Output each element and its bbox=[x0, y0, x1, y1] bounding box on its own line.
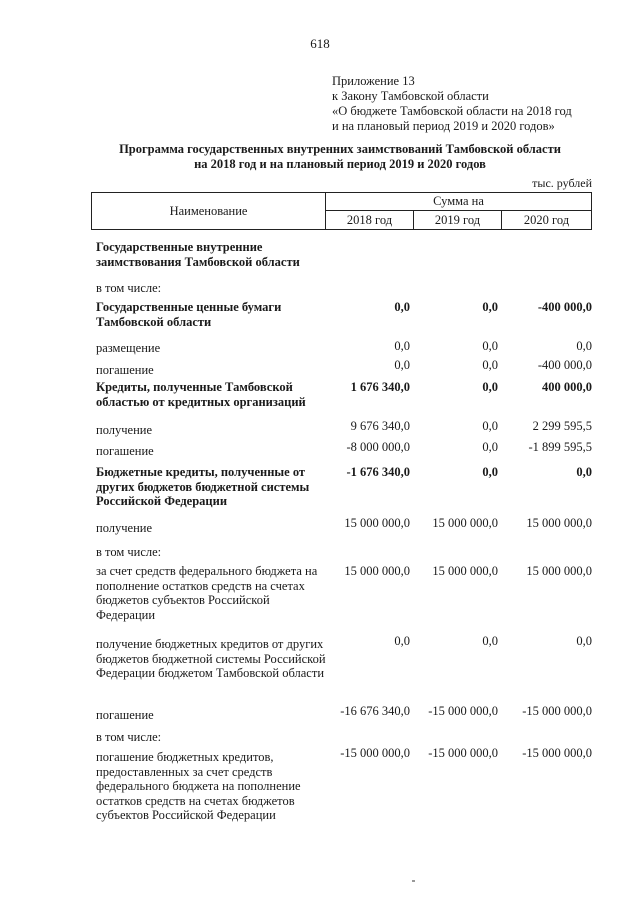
value-2019: 15 000 000,0 bbox=[432, 564, 498, 578]
value-2018: 15 000 000,0 bbox=[344, 516, 410, 530]
value-2019: -15 000 000,0 bbox=[428, 746, 498, 760]
row-name: в том числе: bbox=[96, 281, 162, 295]
row-name: получение bbox=[96, 423, 153, 437]
table-header bbox=[91, 192, 592, 230]
row-name: погашение бюджетных кредитов, предоставленных за счет средств федерального бюджета на пополнение остатков средств на счетах бюджетов субъектов Российской Федерации bbox=[96, 750, 301, 822]
value-2020: -1 899 595,5 bbox=[528, 440, 592, 454]
value-2020: 0,0 bbox=[576, 465, 592, 479]
value-2019: 0,0 bbox=[482, 339, 498, 353]
value-2019: 0,0 bbox=[482, 634, 498, 648]
value-2018: 0,0 bbox=[394, 339, 410, 353]
value-2020: -400 000,0 bbox=[537, 300, 592, 314]
row-name: Государственные ценные бумаги Тамбовской области bbox=[96, 300, 282, 329]
row-name: в том числе: bbox=[96, 545, 162, 559]
value-2019: 0,0 bbox=[482, 358, 498, 372]
value-2018: 1 676 340,0 bbox=[350, 380, 410, 394]
header-sum: Сумма на bbox=[326, 193, 591, 211]
title-line: Программа государственных внутренних заимствований Тамбовской области bbox=[119, 142, 561, 156]
scan-speck bbox=[412, 880, 415, 882]
header-year-2020: 2020 год bbox=[523, 213, 570, 227]
row-name: размещение bbox=[96, 341, 161, 355]
row-name: погашение bbox=[96, 363, 154, 377]
value-2018: 0,0 bbox=[394, 634, 410, 648]
value-2018: -8 000 000,0 bbox=[346, 440, 410, 454]
value-2018: -16 676 340,0 bbox=[340, 704, 410, 718]
value-2018: 15 000 000,0 bbox=[344, 564, 410, 578]
value-2019: -15 000 000,0 bbox=[428, 704, 498, 718]
title-line: на 2018 год и на плановый период 2019 и 2020 годов bbox=[194, 157, 486, 171]
header-year-2019: 2019 год bbox=[414, 211, 502, 229]
row-name: получение bbox=[96, 521, 153, 535]
value-2019: 0,0 bbox=[482, 419, 498, 433]
header-name: Наименование bbox=[92, 193, 326, 229]
value-2020: 0,0 bbox=[576, 634, 592, 648]
row-name: погашение bbox=[96, 708, 154, 722]
page-number: 618 bbox=[310, 36, 330, 51]
appendix-line: «О бюджете Тамбовской области на 2018 год bbox=[332, 104, 572, 118]
row-name: за счет средств федерального бюджета на пополнение остатков средств на счетах бюджетов субъектов Российской Федерации bbox=[96, 564, 318, 622]
value-2019: 0,0 bbox=[482, 300, 498, 314]
value-2020: -15 000 000,0 bbox=[522, 746, 592, 760]
header-year-2018: 2018 год bbox=[326, 211, 414, 229]
value-2018: -1 676 340,0 bbox=[346, 465, 410, 479]
value-2020: 15 000 000,0 bbox=[526, 564, 592, 578]
value-2019: 15 000 000,0 bbox=[432, 516, 498, 530]
value-2019: 0,0 bbox=[482, 465, 498, 479]
appendix-line: и на плановый период 2019 и 2020 годов» bbox=[332, 119, 555, 133]
value-2020: -400 000,0 bbox=[537, 358, 592, 372]
row-name: в том числе: bbox=[96, 730, 162, 744]
value-2019: 0,0 bbox=[482, 380, 498, 394]
value-2020: 2 299 595,5 bbox=[532, 419, 592, 433]
row-name: Государственные внутренние заимствования Тамбовской области bbox=[96, 240, 300, 269]
value-2018: 0,0 bbox=[394, 300, 410, 314]
value-2020: 0,0 bbox=[576, 339, 592, 353]
row-name: погашение bbox=[96, 444, 154, 458]
value-2018: -15 000 000,0 bbox=[340, 746, 410, 760]
value-2019: 0,0 bbox=[482, 440, 498, 454]
appendix-line: Приложение 13 bbox=[332, 74, 415, 88]
value-2020: 400 000,0 bbox=[542, 380, 592, 394]
value-2020: -15 000 000,0 bbox=[522, 704, 592, 718]
appendix-line: к Закону Тамбовской области bbox=[332, 89, 489, 103]
units-label: тыс. рублей bbox=[532, 176, 592, 190]
value-2018: 0,0 bbox=[394, 358, 410, 372]
value-2020: 15 000 000,0 bbox=[526, 516, 592, 530]
value-2018: 9 676 340,0 bbox=[350, 419, 410, 433]
appendix-block bbox=[332, 74, 572, 134]
row-name: получение бюджетных кредитов от других бюджетов бюджетной системы Российской Федерации бюджетом Тамбовской области bbox=[96, 637, 326, 680]
row-name: Кредиты, полученные Тамбовской областью от кредитных организаций bbox=[96, 380, 306, 409]
row-name: Бюджетные кредиты, полученные от других бюджетов бюджетной системы Российской Федерации bbox=[96, 465, 310, 508]
document-title bbox=[60, 142, 620, 172]
